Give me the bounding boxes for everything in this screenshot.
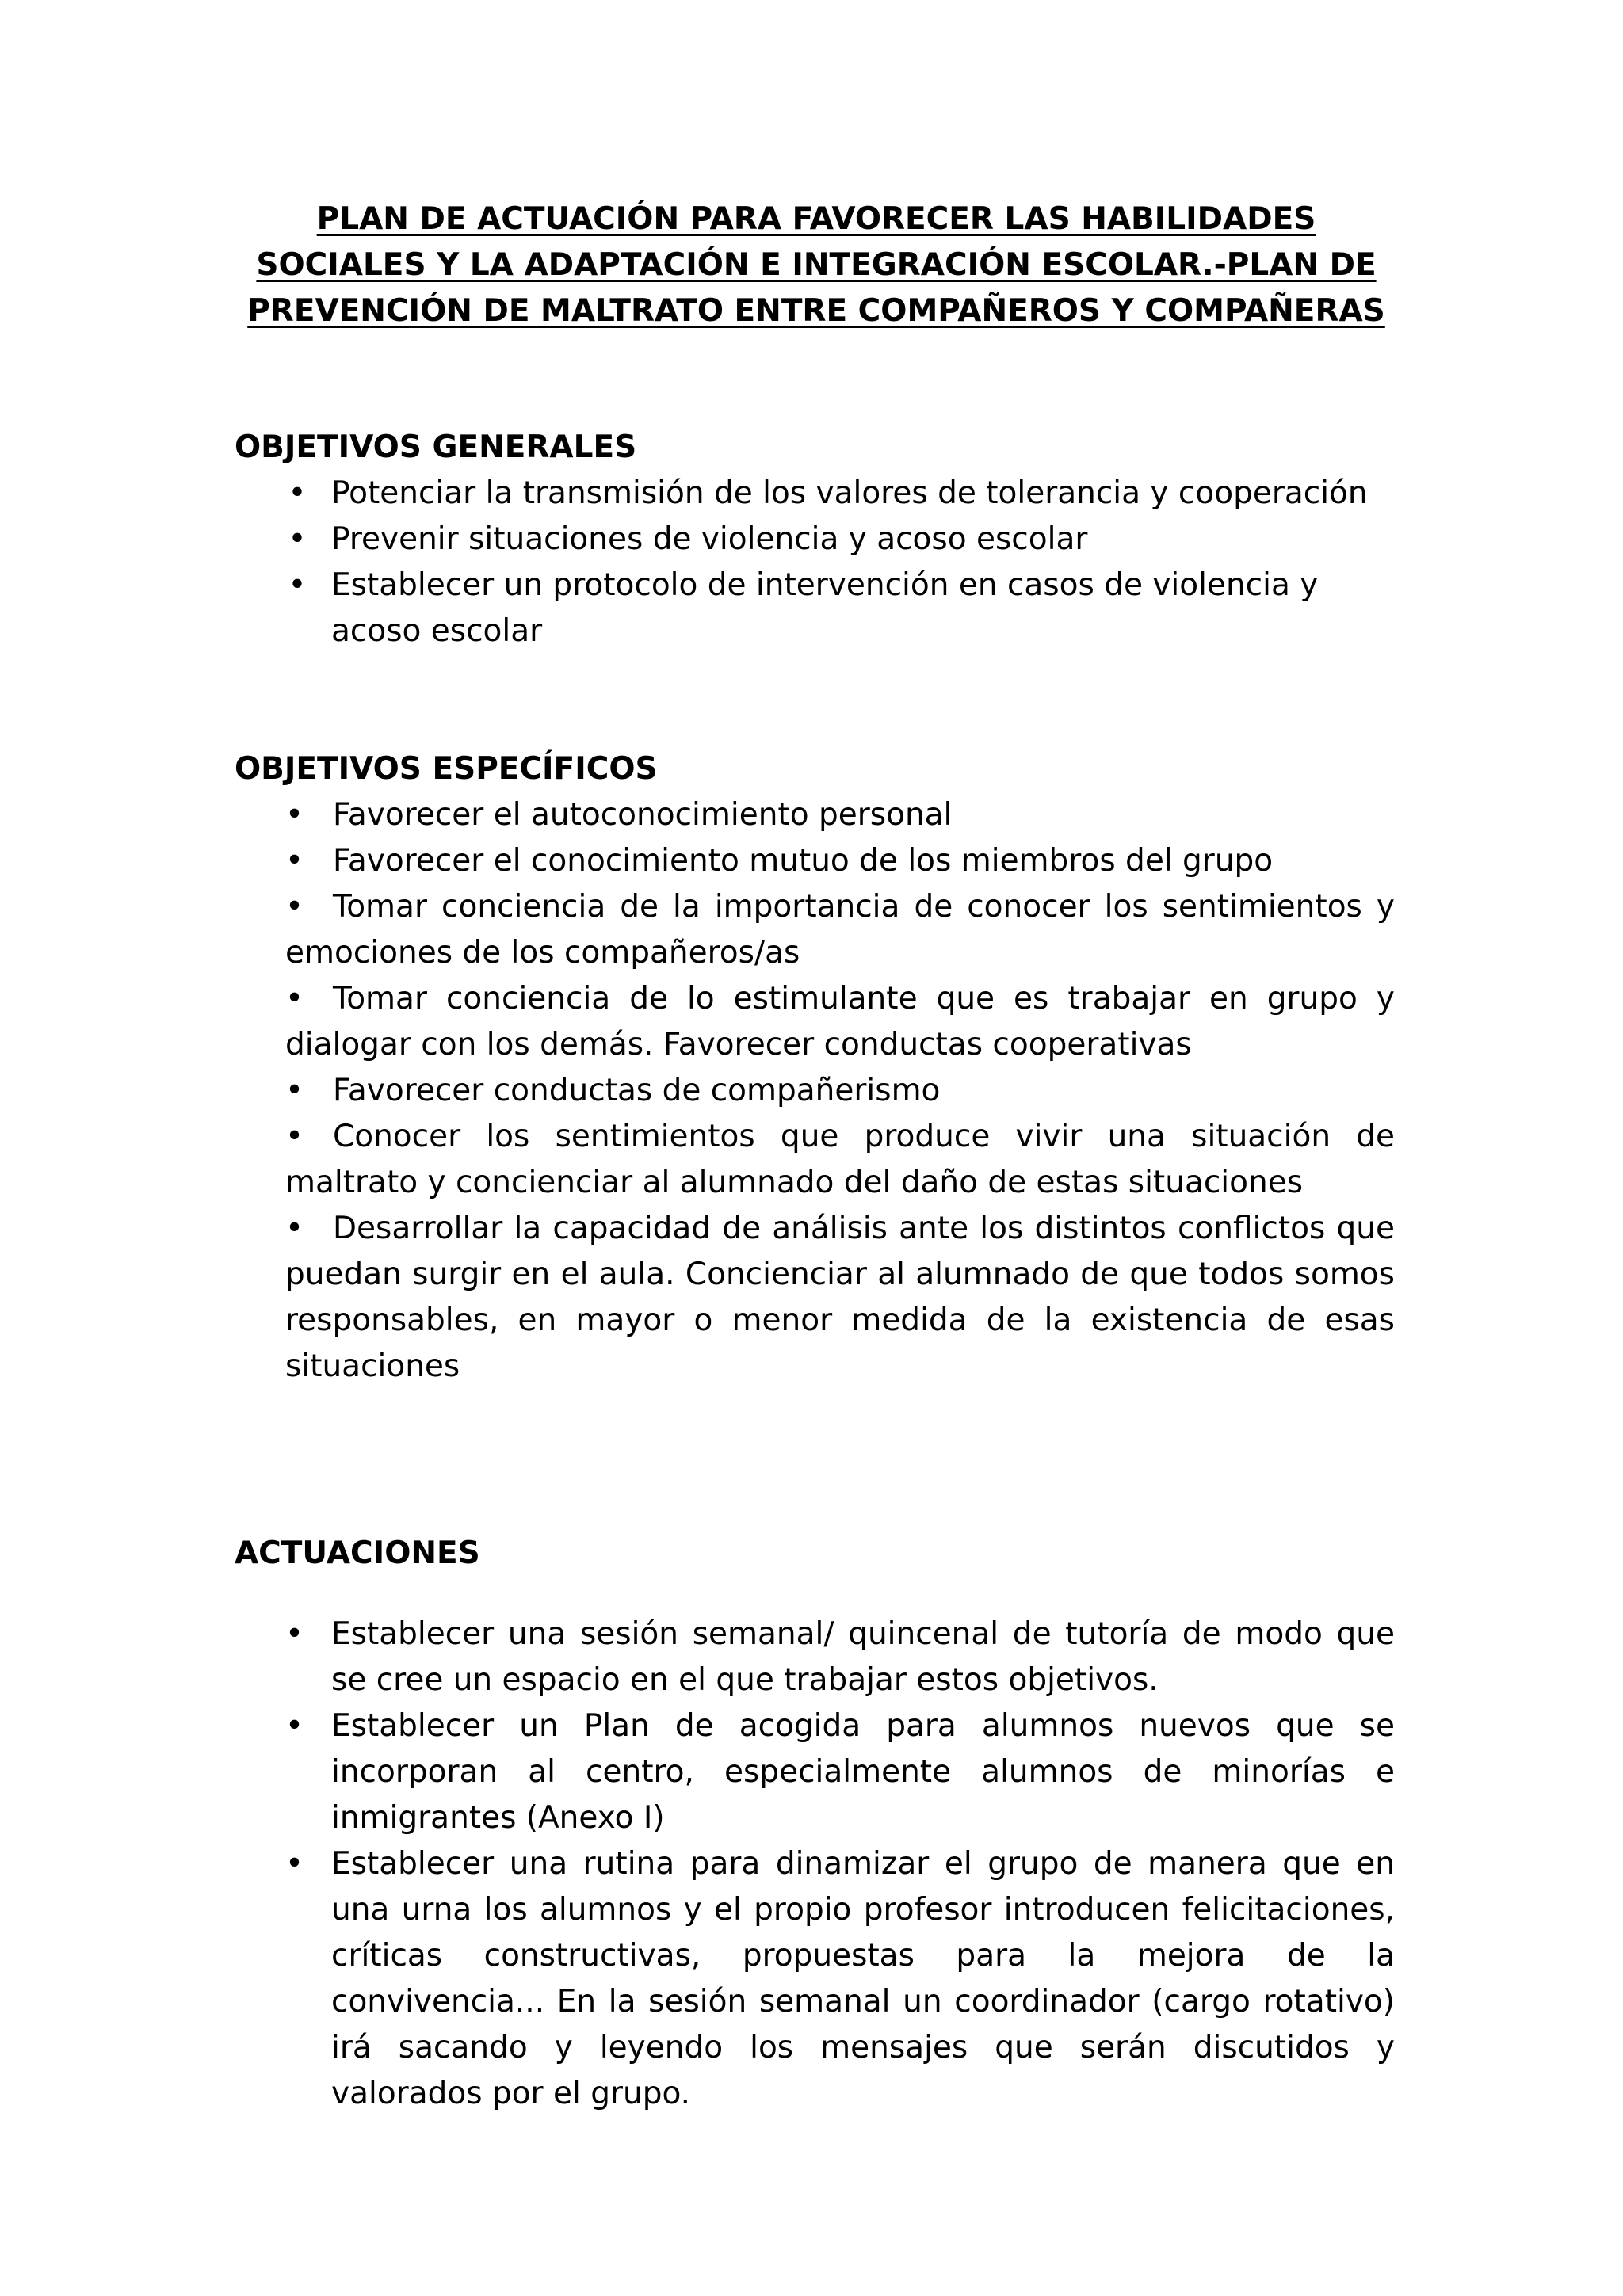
- list-objetivos-generales: [285, 471, 1395, 654]
- list-item: [285, 838, 1395, 884]
- title-line: PLAN DE ACTUACIÓN PARA FAVORECER LAS HABILIDADES: [316, 201, 1316, 237]
- list-item-text: Prevenir situaciones de violencia y acoso escolar: [331, 521, 1088, 557]
- bullet-icon: •: [288, 521, 307, 557]
- bullet-icon: •: [285, 797, 304, 833]
- bullet-icon: •: [285, 1211, 304, 1246]
- bullet-icon: •: [285, 1119, 304, 1154]
- list-item: [285, 1068, 1395, 1114]
- list-item: [285, 1703, 1395, 1841]
- list-item: [285, 563, 1395, 654]
- list-item: [285, 1611, 1395, 1703]
- list-item: [285, 1206, 1395, 1390]
- list-item: [285, 1841, 1395, 2117]
- bullet-icon: •: [285, 843, 304, 879]
- bullet-icon: •: [288, 475, 307, 511]
- title-line: PREVENCIÓN DE MALTRATO ENTRE COMPAÑEROS Y COMPAÑERAS: [247, 293, 1385, 329]
- list-item-text: Tomar conciencia de lo estimulante que es trabajar en grupo y dialogar con los demás. Favorecer conductas cooperativas: [285, 981, 1395, 1062]
- bullet-icon: •: [288, 567, 307, 603]
- list-item-text: Favorecer conductas de compañerismo: [333, 1073, 941, 1108]
- bullet-icon: •: [285, 1073, 304, 1108]
- list-item-text: Establecer un Plan de acogida para alumnos nuevos que se incorporan al centro, especialmente alumnos de minorías e inmigrantes (Anexo I): [331, 1708, 1395, 1836]
- list-item-text: Potenciar la transmisión de los valores de tolerancia y cooperación: [331, 475, 1368, 511]
- bullet-icon: •: [285, 981, 304, 1016]
- list-actuaciones: [285, 1611, 1395, 2117]
- list-item-text: Tomar conciencia de la importancia de conocer los sentimientos y emociones de los compañeros/as: [285, 889, 1395, 971]
- list-item: [285, 517, 1395, 563]
- list-item: [285, 976, 1395, 1068]
- document-title: [238, 196, 1395, 334]
- bullet-icon: •: [285, 1616, 304, 1652]
- list-item-text: Establecer una rutina para dinamizar el grupo de manera que en una urna los alumnos y el propio profesor introducen felicitaciones, críticas constructivas, propuestas para la mejora de la convivencia... En la sesión semanal un coordinador (cargo rotativo) irá sacando y leyendo los mensajes que serán discutidos y valorados por el grupo.: [331, 1846, 1395, 2111]
- heading-actuaciones: ACTUACIONES: [235, 1535, 480, 1571]
- list-item-text: Favorecer el conocimiento mutuo de los miembros del grupo: [333, 843, 1274, 879]
- bullet-icon: •: [285, 1708, 304, 1744]
- bullet-icon: •: [285, 889, 304, 925]
- list-item-text: Establecer un protocolo de intervención en casos de violencia y acoso escolar: [331, 567, 1319, 649]
- list-item: [285, 792, 1395, 838]
- list-item-text: Conocer los sentimientos que produce vivir una situación de maltrato y concienciar al alumnado del daño de estas situaciones: [285, 1119, 1395, 1200]
- list-item: [285, 884, 1395, 976]
- title-line: SOCIALES Y LA ADAPTACIÓN E INTEGRACIÓN ESCOLAR.-PLAN DE: [256, 247, 1377, 283]
- heading-objetivos-generales: OBJETIVOS GENERALES: [235, 429, 637, 465]
- list-item-text: Desarrollar la capacidad de análisis ante los distintos conflictos que puedan surgir en el aula. Concienciar al alumnado de que todos somos responsables, en mayor o menor medida de la existencia de esas situaciones: [285, 1211, 1395, 1384]
- list-item-text: Favorecer el autoconocimiento personal: [333, 797, 953, 833]
- list-item: [285, 471, 1395, 517]
- list-item: [285, 1114, 1395, 1206]
- heading-objetivos-especificos: OBJETIVOS ESPECÍFICOS: [235, 751, 658, 787]
- bullet-icon: •: [285, 1846, 304, 1882]
- list-item-text: Establecer una sesión semanal/ quincenal de tutoría de modo que se cree un espacio en el que trabajar estos objetivos.: [331, 1616, 1395, 1698]
- list-objetivos-especificos: [285, 792, 1395, 1390]
